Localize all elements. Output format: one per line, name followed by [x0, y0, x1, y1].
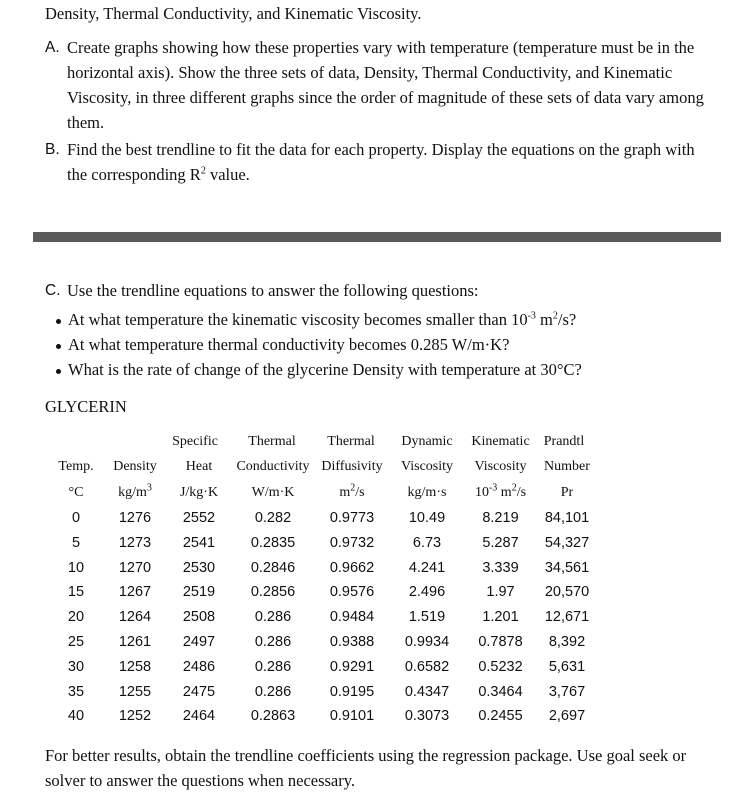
question-bullet: At what temperature thermal conductivity becomes 0.285 W/m·K? [56, 335, 509, 355]
table-cell: 0.9291 [329, 658, 375, 675]
table-cell: 5.287 [482, 534, 519, 551]
table-cell: 2508 [182, 609, 216, 626]
table-cell: 2486 [182, 658, 216, 675]
table-cell: 2497 [182, 634, 216, 650]
table-cell: 0.9662 [329, 559, 375, 576]
unit-cell: °C [68, 485, 84, 500]
header-cell: Thermal [248, 434, 296, 449]
header-cell: Prandtl [543, 434, 585, 449]
table-cell: 0.2846 [250, 559, 296, 576]
table-cell: 5,631 [548, 658, 586, 675]
table-cell: 0.9934 [404, 634, 450, 650]
table-cell: 20,570 [544, 584, 590, 601]
table-cell: 0.2856 [250, 584, 296, 601]
table-cell: 0.286 [254, 658, 292, 675]
table-cell: 30 [67, 658, 85, 675]
table-cell: 1.201 [482, 609, 519, 626]
table-cell: 4.241 [408, 559, 446, 576]
table-cell: 0.286 [254, 634, 292, 650]
table-cell: 35 [67, 683, 85, 700]
table-cell: 2464 [182, 708, 216, 725]
unit-cell: W/m·K [251, 485, 295, 500]
unit-cell: $kg/m^3$ [118, 482, 152, 500]
table-cell: 2552 [182, 510, 216, 526]
table-cell: 1267 [118, 584, 152, 601]
item-c-text: Use the trendline equations to answer the following questions: [67, 281, 479, 300]
item-a-letter: A. [45, 39, 60, 56]
table-cell: 0.286 [254, 683, 292, 700]
table-cell: 3,767 [548, 683, 586, 700]
table-cell: 2541 [182, 534, 216, 551]
header-cell: Thermal [327, 434, 375, 449]
header-cell: Temp. [58, 459, 94, 474]
header-cell: Viscosity [400, 459, 454, 474]
table-cell: 1252 [118, 708, 152, 725]
table-cell: 54,327 [544, 534, 590, 551]
table-cell: 0.5232 [478, 658, 523, 675]
table-cell: 0.3073 [404, 708, 450, 725]
table-cell: 0.282 [254, 510, 292, 526]
table-cell: 12,671 [544, 609, 590, 626]
table-cell: 1273 [118, 534, 152, 551]
table-cell: 5 [71, 534, 81, 551]
table-cell: 1261 [118, 634, 152, 650]
header-cell: Kinematic [471, 434, 530, 449]
header-cell: Specific [172, 434, 218, 449]
footer-note: For better results, obtain the trendline coefficients using the regression package. Use goal seek or solver to answer the questions when necessary. [45, 746, 687, 790]
unit-cell: Pr [560, 485, 574, 500]
table-cell: 0.4347 [404, 683, 450, 700]
header-cell: Dynamic [401, 434, 453, 449]
table-cell: 0.286 [254, 609, 292, 626]
table-cell: 0 [71, 510, 81, 526]
table-cell: 1276 [118, 510, 152, 526]
table-cell: 2,697 [548, 708, 586, 725]
table-cell: 0.2455 [478, 708, 523, 725]
table-cell: 10.49 [408, 510, 446, 526]
item-a [45, 35, 715, 135]
table-cell: 0.9732 [329, 534, 375, 551]
item-b [45, 137, 715, 187]
section-divider [33, 232, 721, 242]
table-cell: 3.339 [482, 559, 519, 576]
table-cell: 40 [67, 708, 85, 725]
question-bullet: At what temperature the kinematic viscosity becomes smaller than $10^{-3}$ $m^2/s$? [56, 310, 576, 330]
table-cell: 10 [67, 559, 85, 576]
table-cell: 0.9195 [329, 683, 375, 700]
table-cell: 2519 [182, 584, 216, 601]
document-title: Density, Thermal Conductivity, and Kinematic Viscosity. [45, 4, 422, 23]
header-cell: Heat [185, 459, 213, 474]
section-label: GLYCERIN [45, 397, 127, 416]
table-cell: 20 [67, 609, 85, 626]
bullet-dot-icon [56, 319, 61, 324]
table-cell: 1.97 [486, 584, 515, 601]
table-cell: 15 [67, 584, 85, 601]
item-c [45, 278, 715, 303]
table-cell: 1270 [118, 559, 152, 576]
header-cell: Number [544, 459, 590, 474]
table-cell: 0.3464 [478, 683, 523, 700]
table-cell: 0.2835 [250, 534, 296, 551]
table-cell: 1255 [118, 683, 152, 700]
table-cell: 2475 [182, 683, 216, 700]
table-cell: 84,101 [544, 510, 590, 526]
table-cell: 0.9773 [329, 510, 375, 526]
unit-cell: $10^{-3}$ $m^2/s$ [474, 482, 527, 500]
unit-cell: J/kg·K [179, 485, 219, 500]
table-cell: 2.496 [408, 584, 446, 601]
table-cell: 2530 [182, 559, 216, 576]
header-cell: Conductivity [236, 459, 310, 474]
bullet-dot-icon [56, 369, 61, 374]
item-b-text: Find the best trendline to fit the data for each property. Display the equations on the graph with the corresponding $R^2$ value. [67, 140, 695, 184]
table-cell: 0.9388 [329, 634, 375, 650]
table-cell: 6.73 [412, 534, 442, 551]
question-bullet: What is the rate of change of the glycerine Density with temperature at 30°C? [56, 360, 582, 380]
bullet-dot-icon [56, 344, 61, 349]
item-c-letter: C. [45, 282, 61, 299]
table-cell: 1.519 [408, 609, 446, 626]
table-cell: 0.9484 [329, 609, 375, 626]
unit-cell: $m^2/s$ [339, 482, 365, 500]
header-cell: Viscosity [474, 459, 527, 474]
header-cell: Diffusivity [321, 459, 383, 474]
table-cell: 0.9101 [329, 708, 375, 725]
item-a-text: Create graphs showing how these properties vary with temperature (temperature must be in the horizontal axis). Show the three sets of data, Density, Thermal Conductivity, and Kinematic Viscosity, in three different graphs since the order of magnitude of these sets of data vary among them. [67, 38, 704, 132]
table-cell: 0.9576 [329, 584, 375, 601]
table-cell: 0.7878 [478, 634, 523, 650]
item-b-letter: B. [45, 141, 60, 158]
unit-cell: kg/m·s [407, 485, 447, 500]
header-cell: Density [113, 459, 157, 474]
table-cell: 34,561 [544, 559, 590, 576]
table-cell: 1264 [118, 609, 152, 626]
table-cell: 25 [67, 634, 85, 650]
table-cell: 0.2863 [250, 708, 296, 725]
table-cell: 8,392 [548, 634, 586, 650]
table-cell: 1258 [118, 658, 152, 675]
table-cell: 0.6582 [404, 658, 450, 675]
table-cell: 8.219 [482, 510, 519, 526]
